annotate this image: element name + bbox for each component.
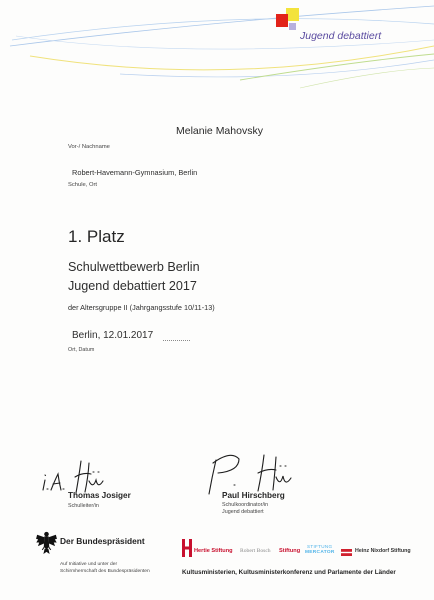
coordinator-name: Paul Hirschberg xyxy=(222,491,285,500)
sponsor-bosch-name: Robert Bosch xyxy=(240,548,271,554)
participant-name: Melanie Mahovsky xyxy=(176,125,263,137)
sponsor-hertie: Hertie Stiftung xyxy=(194,548,233,554)
sponsor-mercator-line1: STIFTUNG xyxy=(307,544,333,549)
coordinator-role-program: Jugend debattiert xyxy=(222,509,264,515)
nixdorf-flag-icon xyxy=(341,549,352,556)
name-label: Vor-/ Nachname xyxy=(68,144,110,150)
sponsor-nixdorf: Heinz Nixdorf Stiftung xyxy=(355,548,411,554)
sponsor-mercator-line2: MERCATOR xyxy=(305,550,335,555)
partners-line: Kultusministerien, Kultusministerkonferenz und Parlamente der Länder xyxy=(182,569,396,576)
logo-lilac-square xyxy=(289,23,296,30)
coordinator-role: Schulkoordinator/in xyxy=(222,502,269,508)
patron-title: Der Bundespräsident xyxy=(60,536,145,546)
federal-eagle-icon xyxy=(35,530,58,555)
school-name: Robert-Havemann-Gymnasium, Berlin xyxy=(72,168,198,177)
competition-title: Schulwettbewerb Berlin xyxy=(68,260,200,274)
patron-note-line1: Auf Initiative und unter der xyxy=(60,562,118,567)
logo-red-square xyxy=(276,14,288,27)
date-dotted-line xyxy=(163,340,190,341)
hertie-logo-icon xyxy=(182,539,192,557)
principal-role: Schulleiter/in xyxy=(68,503,99,509)
age-group: der Altersgruppe II (Jahrgangsstufe 10/11-13) xyxy=(68,303,215,312)
award-place: 1. Platz xyxy=(68,227,125,246)
decorative-curves xyxy=(0,0,434,110)
patron-note-line2: Schirmherrschaft des Bundespräsidenten xyxy=(60,569,150,574)
school-label: Schule, Ort xyxy=(68,182,97,188)
place-date-label: Ort, Datum xyxy=(68,347,95,353)
competition-subtitle: Jugend debattiert 2017 xyxy=(68,279,197,293)
sponsor-bosch-suffix: Stiftung xyxy=(279,548,301,554)
principal-name: Thomas Josiger xyxy=(68,491,131,500)
logo-text: Jugend debattiert xyxy=(300,30,382,42)
place-date: Berlin, 12.01.2017 xyxy=(72,330,154,341)
